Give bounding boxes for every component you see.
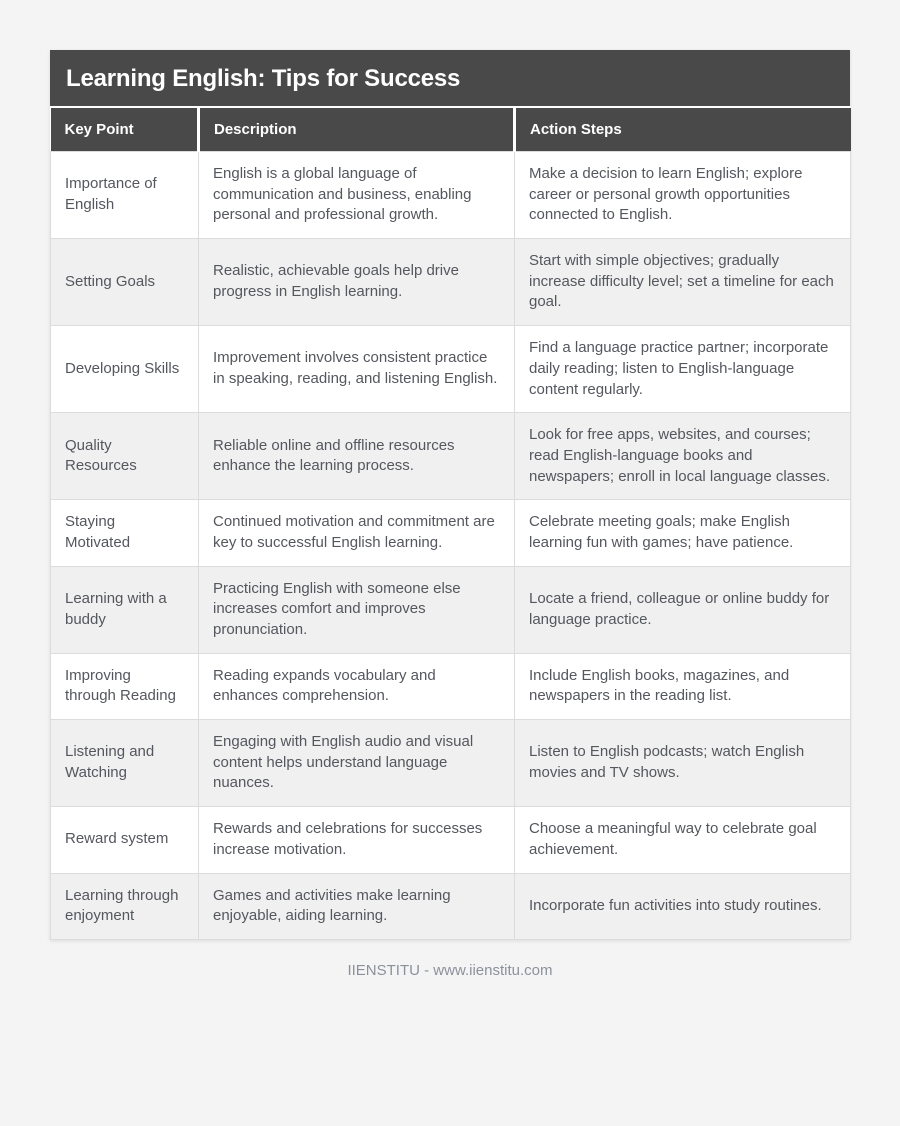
footer-credit: IIENSTITU - www.iienstitu.com (347, 961, 553, 979)
description-cell: Reliable online and offline resources enhance the learning process. (199, 413, 515, 500)
action-steps-cell: Choose a meaningful way to celebrate goal achievement. (515, 807, 851, 873)
key-point-cell: Importance of English (51, 152, 199, 239)
key-point-cell: Setting Goals (51, 239, 199, 326)
table-row (51, 807, 851, 873)
table-row (51, 500, 851, 566)
key-point-cell: Improving through Reading (51, 653, 199, 719)
table-row (51, 653, 851, 719)
key-point-cell: Staying Motivated (51, 500, 199, 566)
table-row (51, 239, 851, 326)
action-steps-cell: Celebrate meeting goals; make English learning fun with games; have patience. (515, 500, 851, 566)
description-cell: Engaging with English audio and visual content helps understand language nuances. (199, 720, 515, 807)
key-point-cell: Developing Skills (51, 326, 199, 413)
key-point-cell: Reward system (51, 807, 199, 873)
tips-table (50, 106, 851, 940)
column-header-description: Description (199, 107, 515, 152)
column-header-key-point: Key Point (51, 107, 199, 152)
table-row (51, 720, 851, 807)
header-row (51, 107, 851, 152)
table-row (51, 152, 851, 239)
key-point-cell: Listening and Watching (51, 720, 199, 807)
action-steps-cell: Make a decision to learn English; explore career or personal growth opportunities connected to English. (515, 152, 851, 239)
table-row (51, 413, 851, 500)
table-row (51, 873, 851, 939)
action-steps-cell: Locate a friend, colleague or online buddy for language practice. (515, 566, 851, 653)
table-row (51, 566, 851, 653)
description-cell: English is a global language of communication and business, enabling personal and professional growth. (199, 152, 515, 239)
table-row (51, 326, 851, 413)
page-title: Learning English: Tips for Success (50, 50, 850, 106)
table-card (50, 50, 850, 940)
action-steps-cell: Look for free apps, websites, and courses; read English-language books and newspapers; enroll in local language classes. (515, 413, 851, 500)
description-cell: Games and activities make learning enjoyable, aiding learning. (199, 873, 515, 939)
description-cell: Improvement involves consistent practice in speaking, reading, and listening English. (199, 326, 515, 413)
action-steps-cell: Find a language practice partner; incorporate daily reading; listen to English-language content regularly. (515, 326, 851, 413)
description-cell: Reading expands vocabulary and enhances comprehension. (199, 653, 515, 719)
description-cell: Realistic, achievable goals help drive progress in English learning. (199, 239, 515, 326)
column-header-action-steps: Action Steps (515, 107, 851, 152)
description-cell: Rewards and celebrations for successes increase motivation. (199, 807, 515, 873)
key-point-cell: Learning with a buddy (51, 566, 199, 653)
description-cell: Continued motivation and commitment are key to successful English learning. (199, 500, 515, 566)
action-steps-cell: Listen to English podcasts; watch English movies and TV shows. (515, 720, 851, 807)
action-steps-cell: Incorporate fun activities into study routines. (515, 873, 851, 939)
action-steps-cell: Include English books, magazines, and newspapers in the reading list. (515, 653, 851, 719)
key-point-cell: Learning through enjoyment (51, 873, 199, 939)
description-cell: Practicing English with someone else increases comfort and improves pronunciation. (199, 566, 515, 653)
key-point-cell: Quality Resources (51, 413, 199, 500)
action-steps-cell: Start with simple objectives; gradually increase difficulty level; set a timeline for each goal. (515, 239, 851, 326)
